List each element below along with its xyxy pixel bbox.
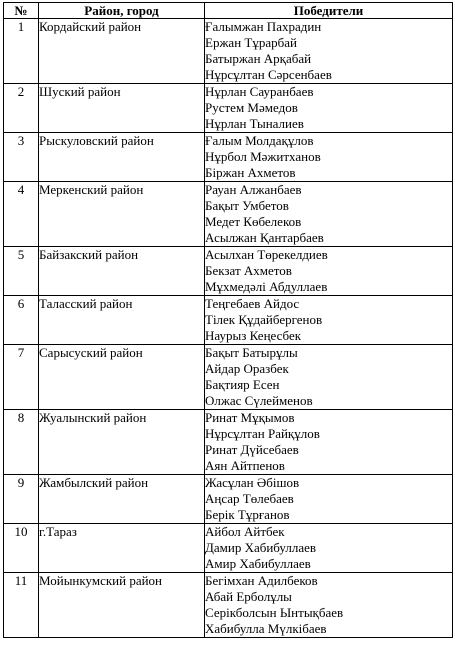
winner-name: Бақыт Батырұлы <box>205 345 298 360</box>
table-row <box>4 345 453 410</box>
winners-cell <box>205 133 453 182</box>
table-row <box>4 247 453 296</box>
winners-cell <box>205 296 453 345</box>
winners-cell <box>205 410 453 475</box>
winner-name: Айбол Айтбек <box>205 524 285 539</box>
winners-table <box>3 2 453 638</box>
winner-name: Абай Ерболұлы <box>205 589 292 604</box>
winner-name: Тілек Құдайбергенов <box>205 312 323 327</box>
winner-name: Нұрсұлтан Райқұлов <box>205 426 320 441</box>
winner-name: Дамир Хабибуллаев <box>205 540 317 555</box>
winner-name: Нұрбол Мәжитханов <box>205 149 321 164</box>
row-number: 11 <box>4 573 39 638</box>
row-number: 10 <box>4 524 39 573</box>
winner-name: Берік Тұрғанов <box>205 507 290 522</box>
header-row <box>4 3 453 19</box>
winner-name: Бекзат Ахметов <box>205 263 292 278</box>
winners-cell <box>205 524 453 573</box>
row-number: 9 <box>4 475 39 524</box>
winners-cell <box>205 247 453 296</box>
winner-name: Айдар Оразбек <box>205 361 289 376</box>
winner-name: Аңсар Төлебаев <box>205 491 294 506</box>
table-body <box>4 19 453 638</box>
winner-name: Медет Көбелеков <box>205 214 302 229</box>
winner-name: Батыржан Арқабай <box>205 51 312 66</box>
winners-cell <box>205 84 453 133</box>
district-cell: г.Тараз <box>39 524 205 573</box>
table-row <box>4 573 453 638</box>
winner-name: Біржан Ахметов <box>205 165 296 180</box>
winner-name: Нұрлан Тыналиев <box>205 116 304 131</box>
winner-name: Наурыз Кеңесбек <box>205 328 302 343</box>
header-district: Район, город <box>39 3 205 19</box>
row-number: 6 <box>4 296 39 345</box>
winner-name: Жасұлан Әбішов <box>205 475 300 490</box>
header-winners: Победители <box>205 3 453 19</box>
district-cell: Меркенский район <box>39 182 205 247</box>
winner-name: Бақтияр Есен <box>205 377 280 392</box>
winner-name: Амир Хабибуллаев <box>205 556 311 571</box>
district-cell: Жамбылский район <box>39 475 205 524</box>
row-number: 3 <box>4 133 39 182</box>
winners-cell <box>205 182 453 247</box>
district-cell: Мойынкумский район <box>39 573 205 638</box>
winner-name: Олжас Сүлейменов <box>205 393 313 408</box>
row-number: 4 <box>4 182 39 247</box>
table-row <box>4 133 453 182</box>
winner-name: Серікболсын Ынтықбаев <box>205 605 344 620</box>
district-cell: Байзакский район <box>39 247 205 296</box>
header-number: № <box>4 3 39 19</box>
table-row <box>4 475 453 524</box>
winner-name: Аян Айтпенов <box>205 458 285 473</box>
winner-name: Рауан Алжанбаев <box>205 182 302 197</box>
district-cell: Таласский район <box>39 296 205 345</box>
table-row <box>4 296 453 345</box>
winner-name: Хабибулла Мүлкібаев <box>205 621 327 636</box>
row-number: 5 <box>4 247 39 296</box>
table-row <box>4 182 453 247</box>
winner-name: Ғалымжан Пахрадин <box>205 19 322 34</box>
winners-cell <box>205 475 453 524</box>
winner-name: Бақыт Умбетов <box>205 198 289 213</box>
winner-name: Асылжан Қантарбаев <box>205 230 324 245</box>
table-row <box>4 410 453 475</box>
winners-cell <box>205 19 453 84</box>
winner-name: Ринат Дүйсебаев <box>205 442 299 457</box>
winner-name: Ержан Тұрарбай <box>205 35 297 50</box>
winner-name: Нұрсұлтан Сәрсенбаев <box>205 67 332 82</box>
table-row <box>4 524 453 573</box>
table-row <box>4 19 453 84</box>
winner-name: Асылхан Төрекелдиев <box>205 247 328 262</box>
table-row <box>4 84 453 133</box>
district-cell: Рыскуловский район <box>39 133 205 182</box>
row-number: 7 <box>4 345 39 410</box>
district-cell: Кордайский район <box>39 19 205 84</box>
winners-cell <box>205 573 453 638</box>
district-cell: Шуский район <box>39 84 205 133</box>
winners-cell <box>205 345 453 410</box>
row-number: 1 <box>4 19 39 84</box>
district-cell: Сарысуский район <box>39 345 205 410</box>
winner-name: Бегімхан Адилбеков <box>205 573 318 588</box>
row-number: 2 <box>4 84 39 133</box>
winner-name: Нұрлан Сауранбаев <box>205 84 314 99</box>
winner-name: Ғалым Молдақұлов <box>205 133 314 148</box>
winner-name: Мұхмедәлі Абдуллаев <box>205 279 328 294</box>
district-cell: Жуалынский район <box>39 410 205 475</box>
winner-name: Ринат Мұқымов <box>205 410 295 425</box>
row-number: 8 <box>4 410 39 475</box>
winner-name: Рустем Мәмедов <box>205 100 298 115</box>
winner-name: Теңгебаев Айдос <box>205 296 300 311</box>
